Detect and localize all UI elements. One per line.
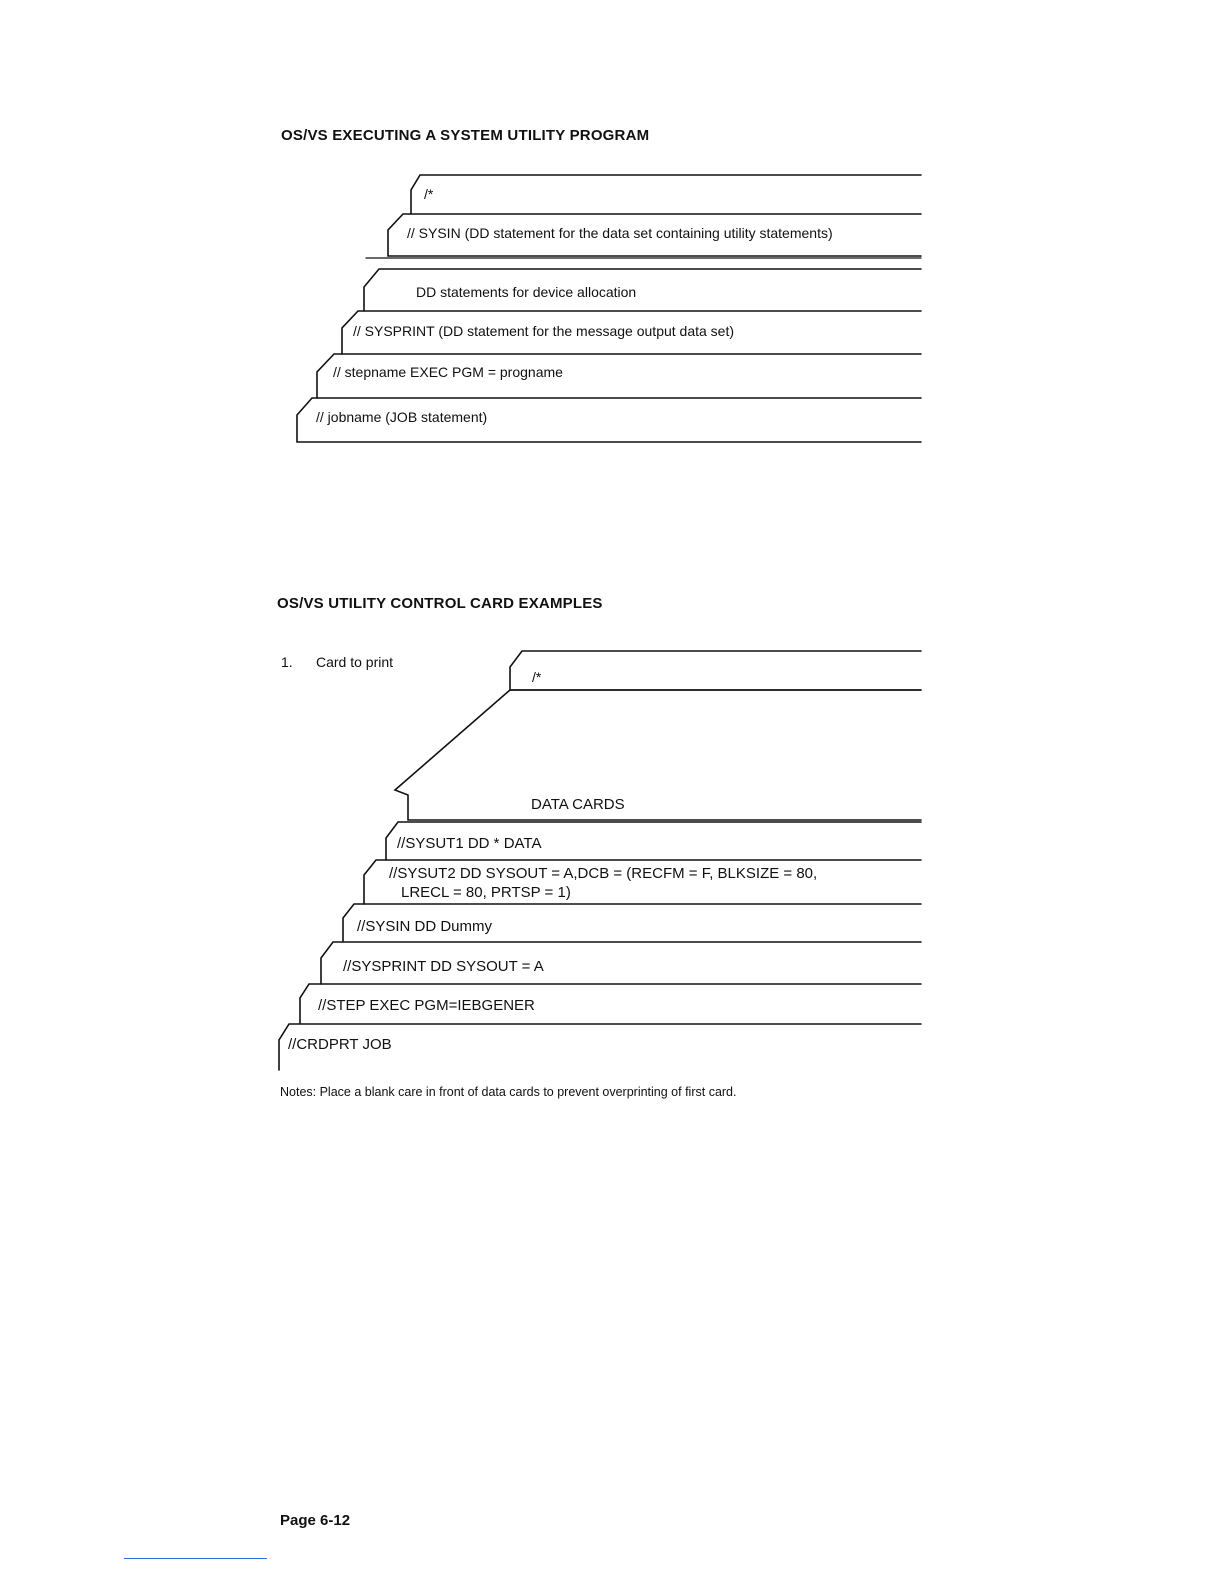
section2-heading: OS/VS UTILITY CONTROL CARD EXAMPLES xyxy=(277,595,603,612)
card-text-sysprint-2: //SYSPRINT DD SYSOUT = A xyxy=(343,958,544,975)
card-text-eof-2: /* xyxy=(532,669,542,685)
card-outline-data-cards xyxy=(395,690,921,820)
card-outline-eof-2 xyxy=(510,651,921,690)
card-text-sysin: // SYSIN (DD statement for the data set containing utility statements) xyxy=(407,225,833,241)
item-label: Card to print xyxy=(316,654,394,670)
card-text-sysut2-line1: //SYSUT2 DD SYSOUT = A,DCB = (RECFM = F, BLKSIZE = 80, xyxy=(389,865,818,882)
card-text-sysut1: //SYSUT1 DD * DATA xyxy=(397,835,542,852)
item-number: 1. xyxy=(281,654,293,670)
card-text-sysut2-line2: LRECL = 80, PRTSP = 1) xyxy=(401,884,571,901)
card-text-exec: // stepname EXEC PGM = progname xyxy=(333,364,563,380)
card-text-data-cards: DATA CARDS xyxy=(531,796,625,813)
card-text-job-2: //CRDPRT JOB xyxy=(288,1036,392,1053)
card-text-sysin-2: //SYSIN DD Dummy xyxy=(357,918,493,935)
card-text-eof: /* xyxy=(424,186,434,202)
section1-heading: OS/VS EXECUTING A SYSTEM UTILITY PROGRAM xyxy=(281,127,650,144)
page-number: Page 6-12 xyxy=(280,1512,351,1529)
card-text-job: // jobname (JOB statement) xyxy=(316,409,488,425)
notes-text: Notes: Place a blank care in front of data cards to prevent overprinting of first card. xyxy=(280,1085,737,1099)
bottom-rule xyxy=(124,1558,267,1559)
card-text-dd-device: DD statements for device allocation xyxy=(416,284,637,300)
card-text-sysprint: // SYSPRINT (DD statement for the message output data set) xyxy=(353,323,735,339)
deck-1-outlines xyxy=(297,175,921,442)
card-text-step: //STEP EXEC PGM=IEBGENER xyxy=(318,997,535,1014)
card-outline-eof xyxy=(411,175,921,214)
